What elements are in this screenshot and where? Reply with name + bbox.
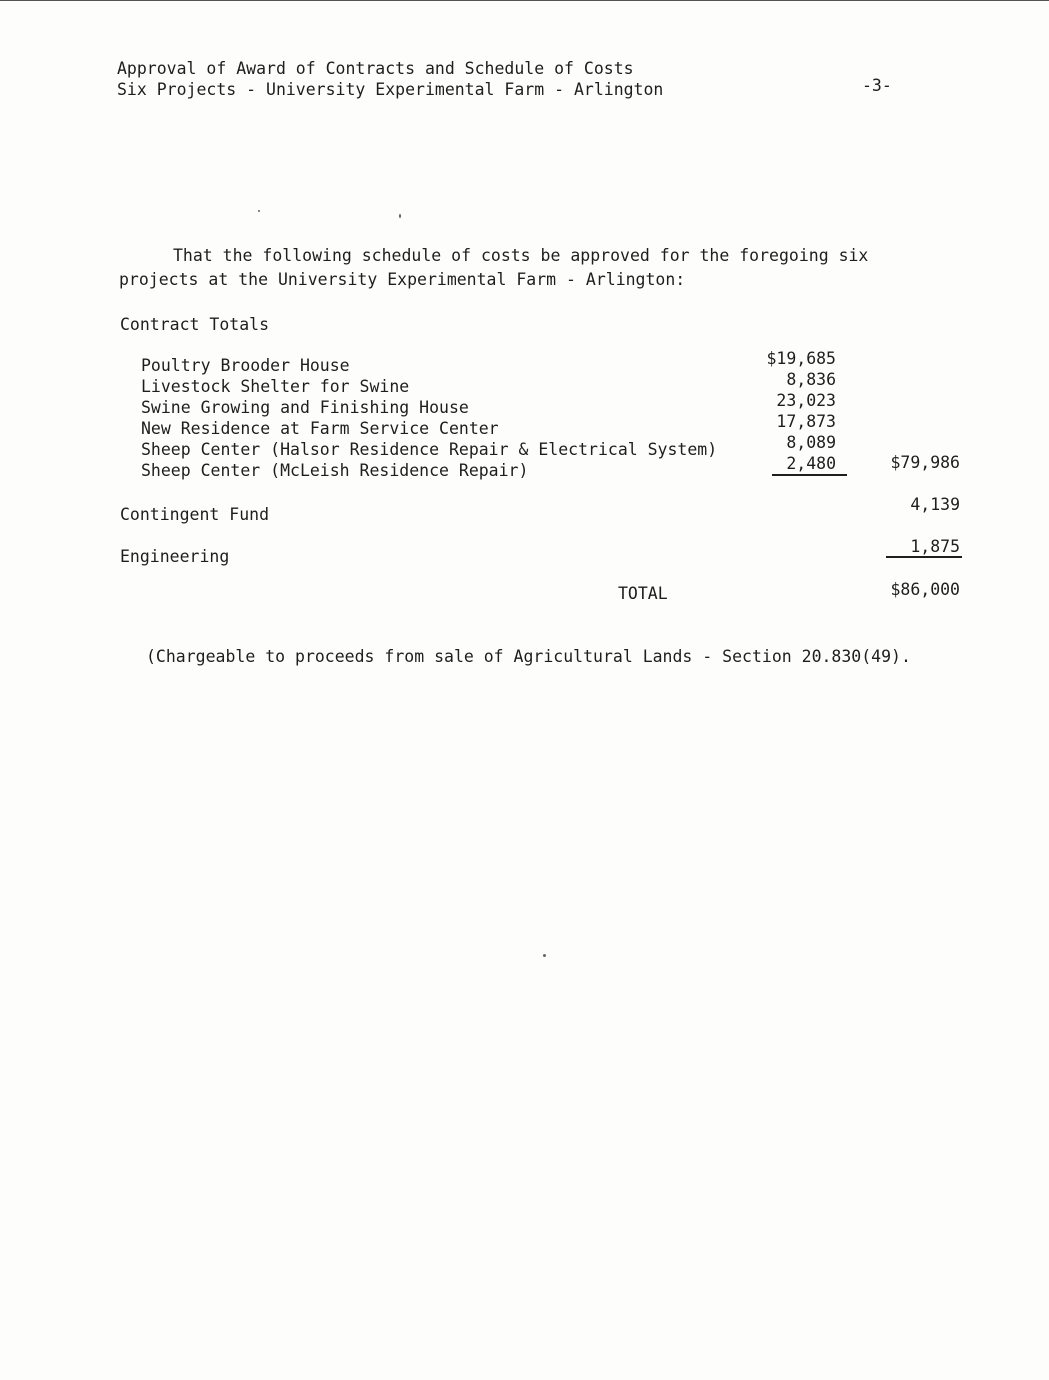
total-underline (886, 556, 962, 558)
contract-item-amount: 17,873 (776, 412, 836, 431)
contract-item-label: New Residence at Farm Service Center (141, 419, 499, 438)
funding-footnote: (Chargeable to proceeds from sale of Agricultural Lands - Section 20.830(49). (146, 647, 911, 666)
contract-item-amount: $19,685 (766, 349, 836, 368)
intro-line1: That the following schedule of costs be approved for the foregoing six (173, 246, 869, 265)
contingent-fund-label: Contingent Fund (120, 505, 270, 524)
contract-item-amount: 2,480 (786, 454, 836, 473)
contract-item-label: Sheep Center (Halsor Residence Repair & Electrical System) (141, 440, 718, 459)
contingent-fund-amount: 4,139 (910, 495, 960, 514)
contract-totals-heading: Contract Totals (120, 315, 270, 334)
subtotal-underline (772, 474, 847, 476)
engineering-label: Engineering (120, 547, 230, 566)
header-title-line1: Approval of Award of Contracts and Schedule of Costs (117, 59, 634, 78)
contract-item-amount: 8,089 (786, 433, 836, 452)
contract-item-label: Swine Growing and Finishing House (141, 398, 469, 417)
total-label: TOTAL (618, 584, 668, 603)
header-title-line2: Six Projects - University Experimental Farm - Arlington (117, 80, 664, 99)
intro-line2: projects at the University Experimental Farm - Arlington: (119, 270, 686, 289)
top-edge-rule (0, 0, 1049, 1)
scan-speck (258, 210, 260, 212)
contract-item-amount: 8,836 (786, 370, 836, 389)
contract-item-label: Livestock Shelter for Swine (141, 377, 410, 396)
total-amount: $86,000 (890, 580, 960, 599)
contract-item-label: Sheep Center (McLeish Residence Repair) (141, 461, 529, 480)
contract-item-label: Poultry Brooder House (141, 356, 350, 375)
contract-subtotal: $79,986 (890, 453, 960, 472)
scan-speck (399, 214, 401, 218)
page-number: -3- (862, 76, 892, 95)
scan-speck (543, 954, 546, 957)
engineering-amount: 1,875 (910, 537, 960, 556)
contract-item-amount: 23,023 (776, 391, 836, 410)
